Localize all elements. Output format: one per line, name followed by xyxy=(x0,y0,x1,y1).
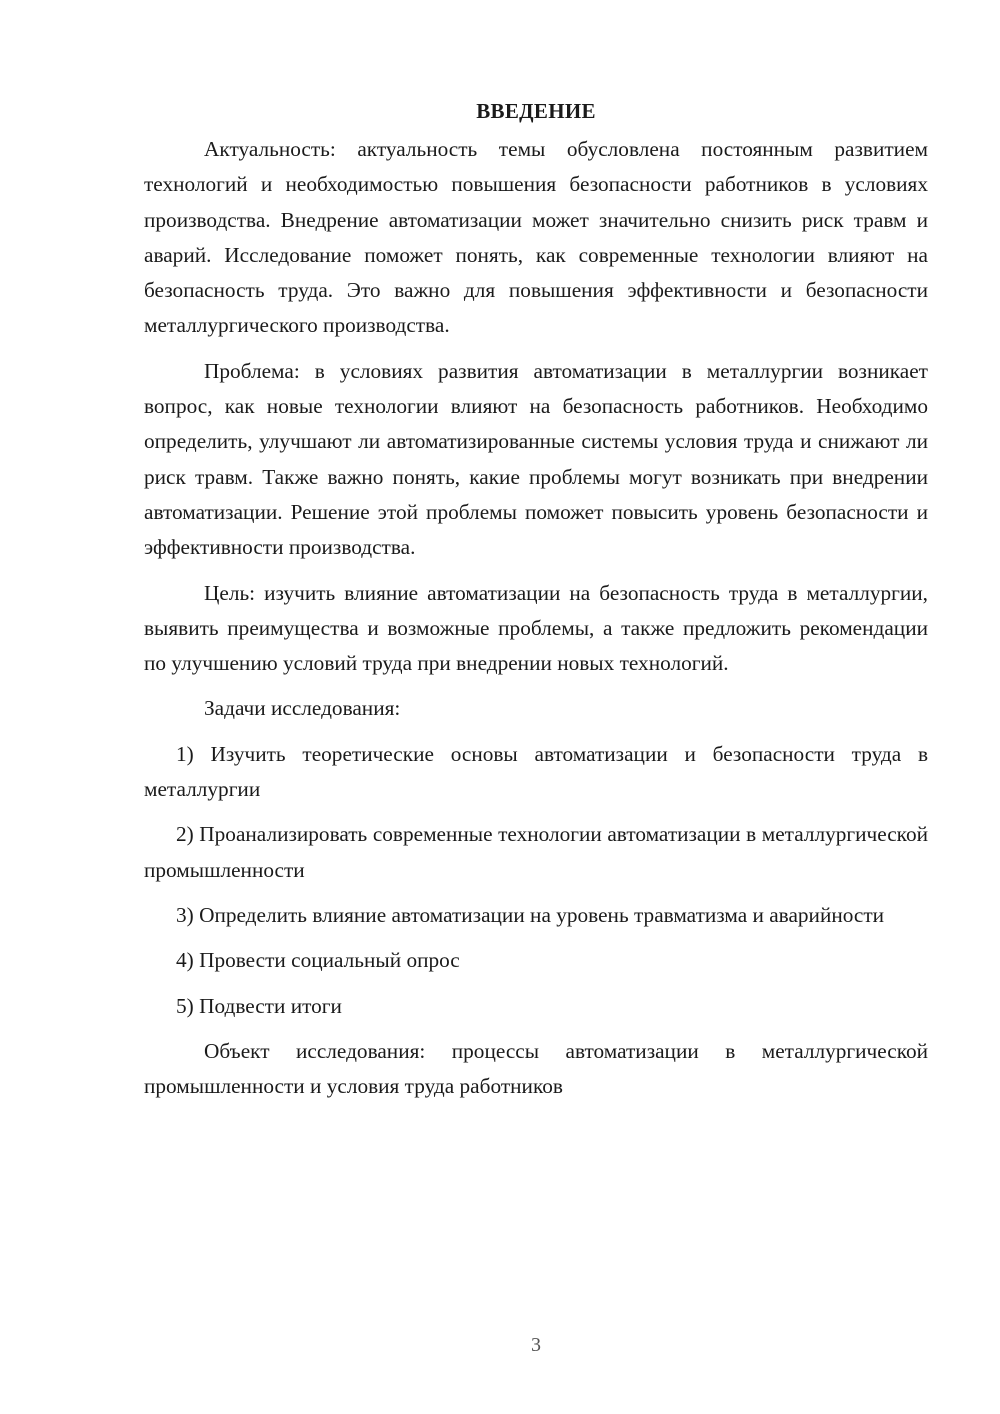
relevance-paragraph: Актуальность: актуальность темы обусловлена постоянным развитием технологий и необходимостью повышения безопасности работников в условиях производства. Внедрение автоматизации может значительно снизить риск травм и аварий. Исследование поможет понять, как современные технологии влияют на безопасность труда. Это важно для повышения эффективности и безопасности металлургического производства. xyxy=(144,137,928,338)
task-item-4: 4) Провести социальный опрос xyxy=(176,948,460,973)
task-item-1: 1) Изучить теоретические основы автоматизации и безопасности труда в металлургии xyxy=(144,741,928,802)
tasks-heading: Задачи исследования: xyxy=(204,696,401,721)
document-page xyxy=(144,96,928,1114)
section-title: ВВЕДЕНИЕ xyxy=(476,99,596,123)
goal-paragraph: Цель: изучить влияние автоматизации на безопасность труда в металлургии, выявить преимущества и возможные проблемы, а также предложить рекомендации по улучшению условий труда при внедрении новых технологий. xyxy=(144,580,928,676)
page-number: 3 xyxy=(531,1334,541,1356)
task-item-3: 3) Определить влияние автоматизации на уровень травматизма и аварийности xyxy=(176,902,885,927)
tasks-list xyxy=(144,737,928,1024)
task-item-5: 5) Подвести итоги xyxy=(176,993,342,1018)
problem-paragraph: Проблема: в условиях развития автоматизации в металлургии возникает вопрос, как новые технологии влияют на безопасность работников. Необходимо определить, улучшают ли автоматизированные системы условия труда и снижают ли риск травм. Также важно понять, какие проблемы могут возникать при внедрении автоматизации. Решение этой проблемы поможет повысить уровень безопасности и эффективности производства. xyxy=(144,358,928,560)
task-item-2: 2) Проанализировать современные технологии автоматизации в металлургической промышленности xyxy=(144,822,928,882)
object-paragraph: Объект исследования: процессы автоматизации в металлургической промышленности и условия труда работников xyxy=(144,1038,928,1099)
